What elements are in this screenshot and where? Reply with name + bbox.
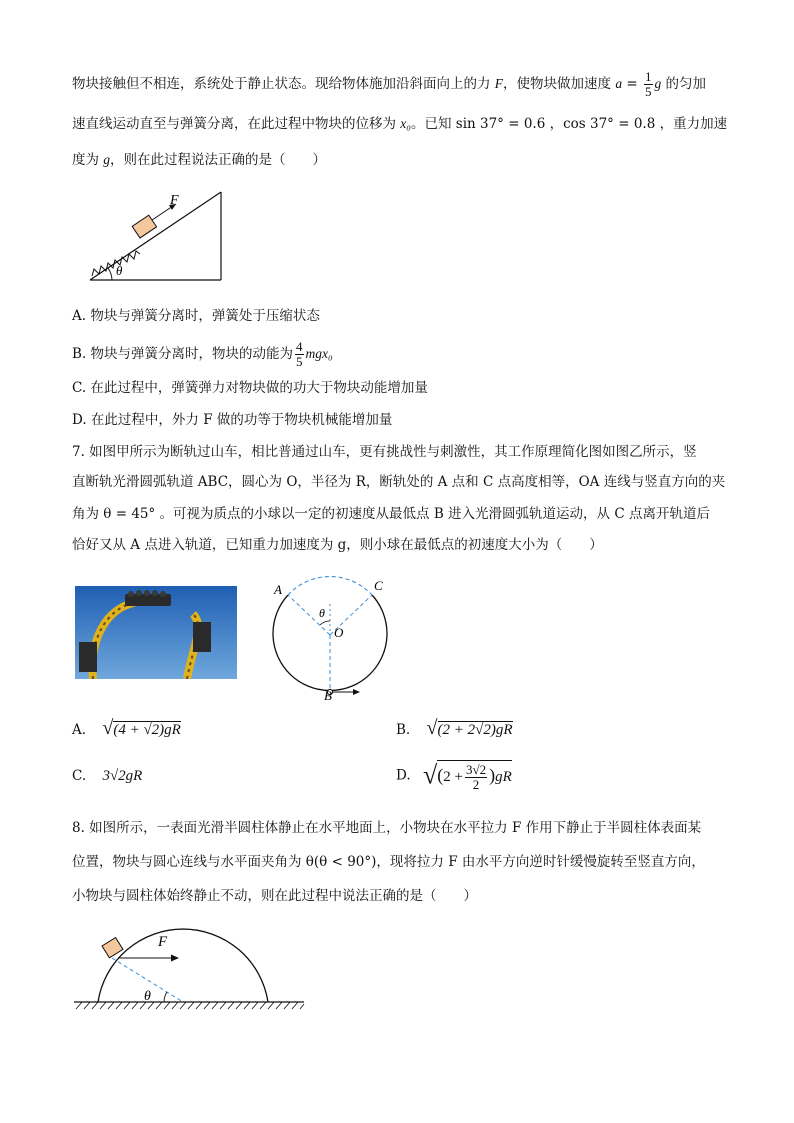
q7-line-3: 角为 θ = 45° 。可视为质点的小球以一定的初速度从最低点 B 进入光滑圆弧轨道运动，从 C 点离开轨道后 — [72, 506, 710, 522]
d-prefix: 2 + — [443, 768, 463, 785]
half-cylinder-figure — [72, 920, 312, 1016]
option-text: B. 物块与弹簧分离时，物块的动能为 — [72, 346, 294, 362]
numerator: 4 — [296, 339, 303, 354]
numerator: 1 — [645, 69, 652, 84]
q7-option-d[interactable] — [396, 760, 512, 792]
q6-option-d[interactable] — [72, 410, 392, 430]
q7-option-c[interactable] — [72, 766, 142, 786]
g-symbol: g — [103, 152, 111, 167]
fraction-3sqrt2-over-2 — [465, 763, 487, 792]
block — [132, 215, 156, 238]
q6-text: ，使物块做加速度 — [503, 76, 616, 92]
incline-surface — [90, 192, 221, 280]
force-symbol: F — [494, 76, 504, 91]
option-label: D. — [396, 767, 411, 784]
accel-symbol: a — [615, 76, 623, 91]
option-text: D. 在此过程中，外力 F 做的功等于物块机械能增加量 — [72, 412, 393, 428]
theta-arc — [164, 992, 167, 1002]
expr: 3√2gR — [102, 768, 143, 784]
sqrt-expr: √(2 + $\frac{3√2}{2}$ )gR — [422, 761, 512, 792]
fraction-four-fifths — [295, 340, 304, 369]
denominator: 2 — [472, 777, 480, 792]
q6-option-c[interactable] — [72, 378, 428, 398]
q8-line-3: 小物块与圆柱体始终静止不动，则在此过程中说法正确的是（ ） — [72, 888, 477, 904]
incline-spring-figure — [80, 186, 230, 286]
q6-text: 。已知 sin 37° = 0.6 ，cos 37° = 0.8 ，重力加速 — [410, 116, 728, 132]
roller-coaster-photo — [75, 586, 237, 679]
q7-line-1: 7. 如图甲所示为断轨过山车，相比普通过山车，更有挑战性与刺激性，其工作原理简化图如图乙所示，竖 — [72, 444, 697, 460]
q7-line-4: 恰好又从 A 点进入轨道，已知重力加速度为 g，则小球在最低点的初速度大小为（ ） — [72, 537, 603, 553]
equals: = — [622, 76, 642, 92]
point-o-label: O — [334, 625, 344, 640]
q8-line-1: 8. 如图所示，一表面光滑半圆柱体静止在水平地面上，小物块在水平拉力 F 作用下静止于半圆柱体表面某 — [72, 820, 702, 836]
q7-line-2: 直断轨光滑圆弧轨道 ABC，圆心为 O，半径为 R，断轨处的 A 点和 C 点高度相等，OA 连线与竖直方向的夹 — [72, 474, 726, 490]
mgx0-expr: mgx₀ — [305, 346, 333, 361]
angle-arc — [108, 268, 112, 280]
x0-symbol: x₀ — [400, 116, 411, 131]
point-c-label: C — [374, 578, 383, 593]
circular-track-figure — [266, 574, 396, 704]
q6-text: 的匀加 — [661, 76, 707, 92]
fraction-one-fifth — [644, 70, 653, 99]
theta-label: θ — [319, 606, 325, 620]
q6-text: 度为 — [72, 152, 104, 168]
theta-arc — [320, 621, 330, 625]
q6-text: ，则在此过程说法正确的是（ ） — [110, 152, 327, 168]
option-text: C. 在此过程中，弹簧弹力对物块做的功大于物块动能增加量 — [72, 380, 428, 396]
half-cylinder-arc — [98, 929, 268, 1002]
option-label: B. — [396, 722, 411, 738]
point-a-label: A — [274, 582, 282, 597]
q6-option-a[interactable] — [72, 306, 320, 326]
q6-line-2 — [72, 114, 727, 134]
gr: gR — [495, 768, 512, 785]
theta-label: θ — [144, 989, 151, 1004]
broken-gap-arc — [288, 577, 372, 595]
numerator: 3√2 — [465, 762, 487, 777]
q6-text: 物块接触但不相连，系统处于静止状态。现给物体施加沿斜面向上的力 — [72, 76, 495, 92]
sqrt-expr: √(4 + √2)gR — [102, 717, 181, 739]
q7-option-a[interactable] — [72, 718, 181, 740]
option-text: A. 物块与弹簧分离时，弹簧处于压缩状态 — [72, 308, 320, 324]
sqrt-expr: √(2 + 2√2)gR — [426, 717, 513, 739]
radicand: (2 + 2√2)gR — [437, 722, 513, 738]
radicand: (4 + √2)gR — [113, 722, 181, 738]
point-b-label: B — [324, 688, 332, 703]
angle-label: θ — [116, 263, 123, 278]
g-symbol: g — [654, 76, 662, 91]
force-arrowhead — [171, 955, 179, 962]
velocity-arrowhead — [353, 689, 360, 695]
option-label: A. — [72, 722, 87, 738]
q8-line-2: 位置，物块与圆心连线与水平面夹角为 θ(θ < 90°)，现将拉力 F 由水平方向逆时针缓慢旋转至竖直方向， — [72, 854, 705, 870]
q7-option-b[interactable] — [396, 718, 513, 740]
option-label: C. — [72, 768, 87, 784]
force-label: F — [158, 934, 168, 950]
q6-line-1 — [72, 70, 706, 99]
q6-text: 速直线运动直至与弹簧分离，在此过程中物块的位移为 — [72, 116, 401, 132]
denominator: 5 — [645, 84, 652, 99]
denominator: 5 — [296, 354, 303, 369]
q6-line-3 — [72, 150, 326, 170]
force-label: F — [170, 193, 179, 208]
ground-hatching — [76, 1002, 304, 1009]
q6-option-b[interactable] — [72, 340, 333, 369]
block — [102, 938, 123, 958]
